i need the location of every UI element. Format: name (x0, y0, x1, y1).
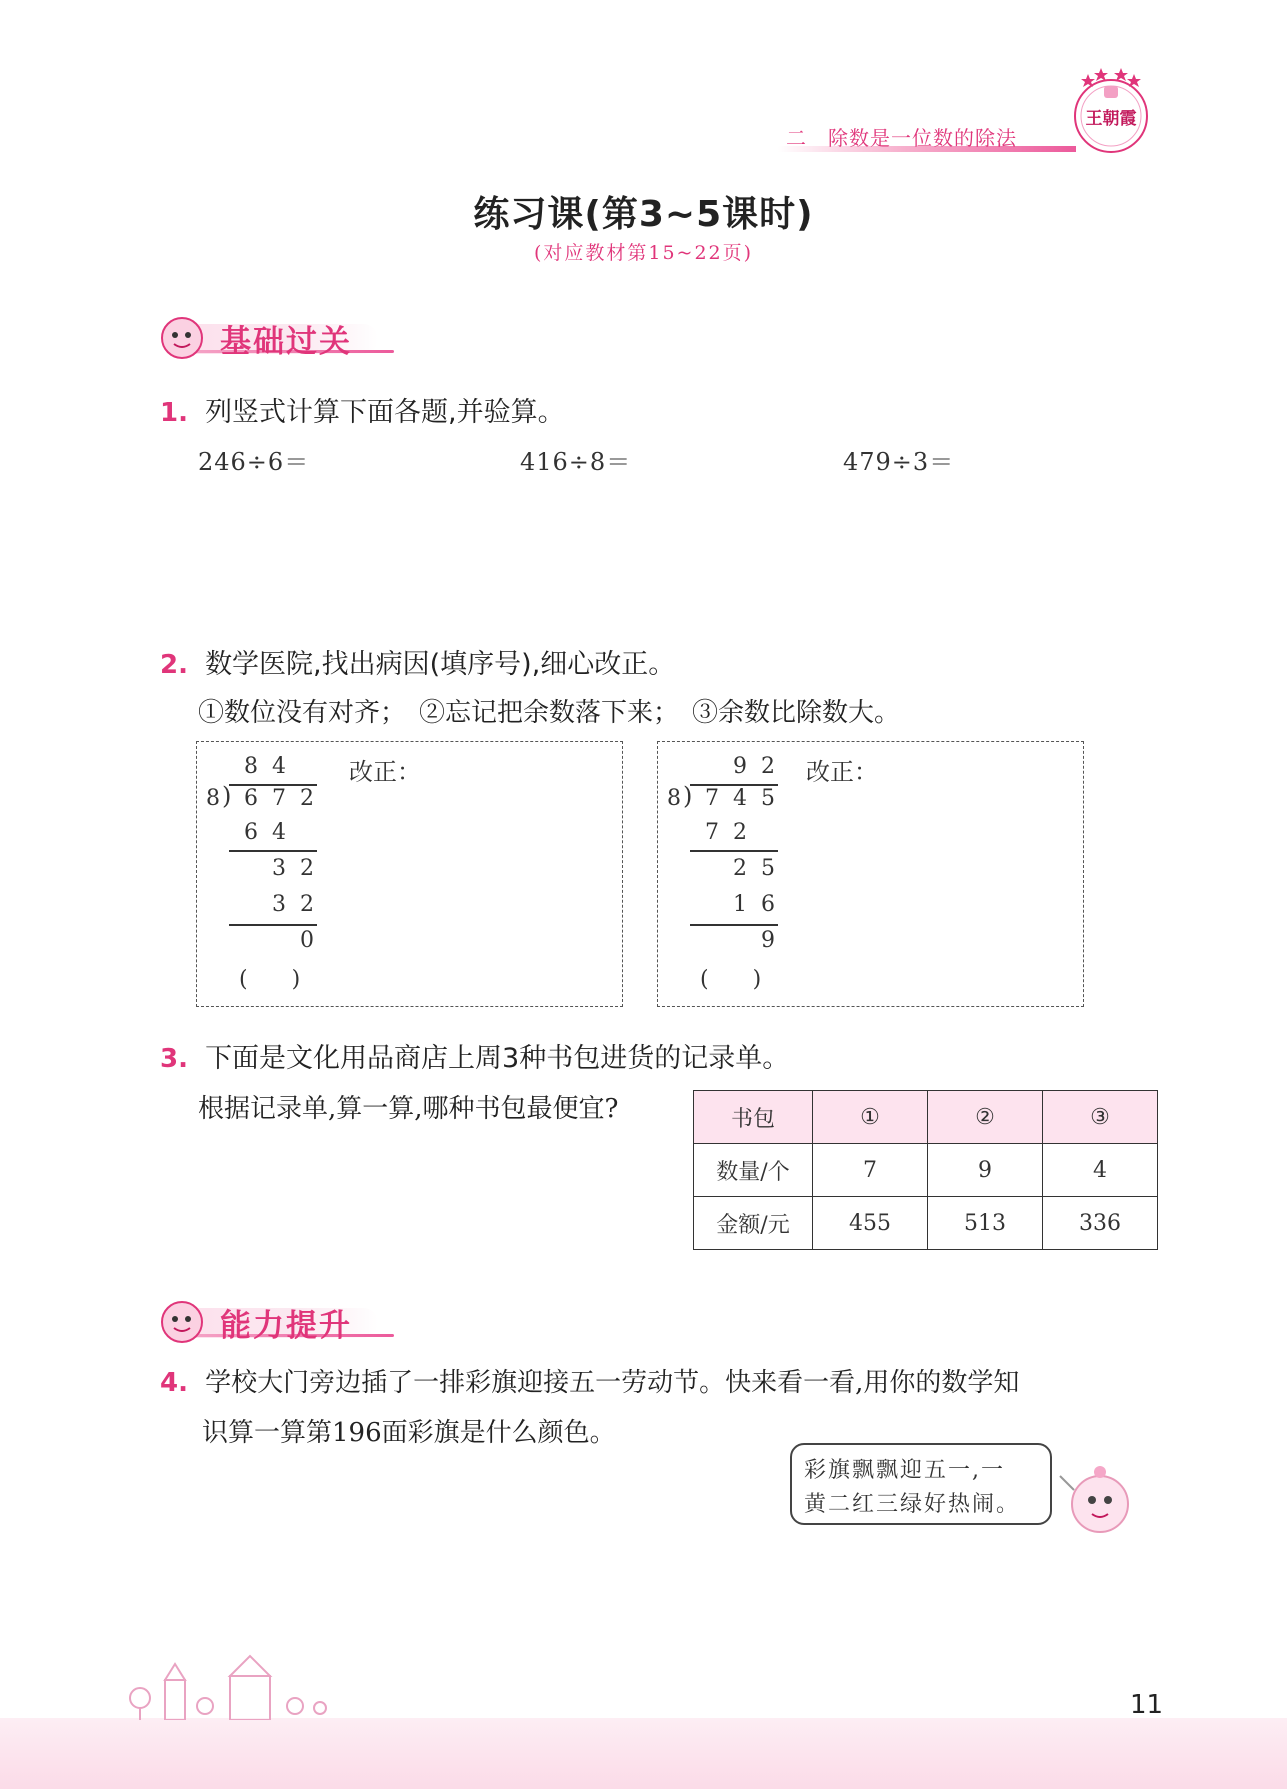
table-row (694, 1144, 1158, 1197)
section-advanced-title: 能力提升 (220, 1308, 352, 1344)
step-digit: 2 (300, 856, 314, 881)
step-digit: 5 (761, 856, 775, 881)
step-digit: 6 (244, 820, 258, 845)
table-header: ③ (1043, 1091, 1158, 1144)
question-number: 3. (160, 1044, 188, 1074)
mascot-character-icon (1054, 1460, 1144, 1542)
step-digit: 2 (733, 820, 747, 845)
table-header-row (694, 1091, 1158, 1144)
fix-label: 改正： (806, 758, 878, 786)
dividend-digit: 2 (300, 786, 314, 811)
fix-label: 改正： (349, 758, 421, 786)
bubble-line-1: 彩旗飘飘迎五一,一 (804, 1458, 1005, 1483)
dividend-digit: 4 (733, 786, 747, 811)
divisor: 8 (206, 786, 220, 811)
table-cell: 513 (928, 1197, 1043, 1250)
expression-2: 416÷8＝ (520, 448, 632, 476)
page-title: 练习课(第3~5课时) (473, 194, 814, 235)
error-box-2 (657, 741, 1084, 1007)
division-bracket: ) (222, 782, 232, 810)
chapter-header (778, 122, 1076, 152)
mascot-face-icon (158, 1298, 208, 1344)
section-basic-header (158, 310, 418, 362)
bubble-line-2: 黄二红三绿好热闹。 (804, 1492, 1021, 1517)
step-digit: 2 (733, 856, 747, 881)
question-number: 4. (160, 1368, 188, 1398)
dividend-digit: 7 (272, 786, 286, 811)
error-options: ①数位没有对齐； ②忘记把余数落下来； ③余数比除数大。 (198, 698, 901, 728)
question-2 (160, 642, 675, 681)
page-number: 11 (1130, 1690, 1164, 1720)
step-digit: 4 (272, 820, 286, 845)
question-text: 下面是文化用品商店上周3种书包进货的记录单。 (205, 1043, 790, 1074)
record-table (693, 1090, 1158, 1250)
long-division-1 (197, 742, 337, 1002)
table-header: 书包 (694, 1091, 813, 1144)
question-number: 1. (160, 398, 188, 428)
table-header: ① (813, 1091, 928, 1144)
subtraction-line (690, 850, 778, 852)
table-cell: 数量/个 (694, 1144, 813, 1197)
step-digit: 7 (705, 820, 719, 845)
table-cell: 336 (1043, 1197, 1158, 1250)
table-cell: 455 (813, 1197, 928, 1250)
step-digit: 1 (733, 892, 747, 917)
quotient-digit: 8 (244, 754, 258, 779)
section-basic-title: 基础过关 (220, 324, 352, 360)
question-text: 数学医院,找出病因(填序号),细心改正。 (205, 649, 676, 680)
expression-1: 246÷6＝ (198, 448, 310, 476)
quotient-digit: 2 (761, 754, 775, 779)
quotient-digit: 4 (272, 754, 286, 779)
question-3 (160, 1036, 789, 1075)
step-digit: 2 (300, 892, 314, 917)
answer-blank[interactable]: ( ) (239, 967, 301, 992)
step-digit: 3 (272, 856, 286, 881)
question-4 (160, 1362, 1019, 1399)
step-digit: 3 (272, 892, 286, 917)
question-text-line1: 学校大门旁边插了一排彩旗迎接五一劳动节。快来看一看,用你的数学知 (205, 1368, 1020, 1398)
footer-band (0, 1718, 1287, 1789)
answer-blank[interactable]: ( ) (700, 967, 762, 992)
subtraction-line (229, 924, 317, 926)
dividend-digit: 5 (761, 786, 775, 811)
error-box-1 (196, 741, 623, 1007)
divisor: 8 (667, 786, 681, 811)
table-cell: 金额/元 (694, 1197, 813, 1250)
badge-name: 王朝霞 (1085, 109, 1137, 129)
table-cell: 7 (813, 1144, 928, 1197)
division-bracket: ) (683, 782, 693, 810)
publisher-badge (1068, 58, 1154, 162)
table-row (694, 1197, 1158, 1250)
table-cell: 9 (928, 1144, 1043, 1197)
question-subtext: 根据记录单,算一算,哪种书包最便宜? (198, 1094, 619, 1124)
page-subtitle: (对应教材第15~22页) (533, 242, 754, 264)
subtraction-line (229, 850, 317, 852)
step-digit: 6 (761, 892, 775, 917)
long-division-2 (658, 742, 798, 1002)
question-1 (160, 390, 565, 429)
mascot-face-icon (158, 314, 208, 360)
remainder: 9 (761, 928, 775, 953)
footer-town-decoration-icon (120, 1650, 400, 1720)
quotient-digit: 9 (733, 754, 747, 779)
speech-bubble (790, 1443, 1052, 1525)
remainder: 0 (300, 928, 314, 953)
question-number: 2. (160, 650, 188, 680)
expression-3: 479÷3＝ (843, 448, 955, 476)
table-cell: 4 (1043, 1144, 1158, 1197)
question-text-line2: 识算一算第196面彩旗是什么颜色。 (202, 1418, 616, 1448)
dividend-digit: 7 (705, 786, 719, 811)
chapter-title: 二 除数是一位数的除法 (786, 126, 1017, 150)
dividend-digit: 6 (244, 786, 258, 811)
section-advanced-header (158, 1294, 418, 1346)
table-header: ② (928, 1091, 1043, 1144)
subtraction-line (690, 924, 778, 926)
question-text: 列竖式计算下面各题,并验算。 (205, 397, 565, 428)
